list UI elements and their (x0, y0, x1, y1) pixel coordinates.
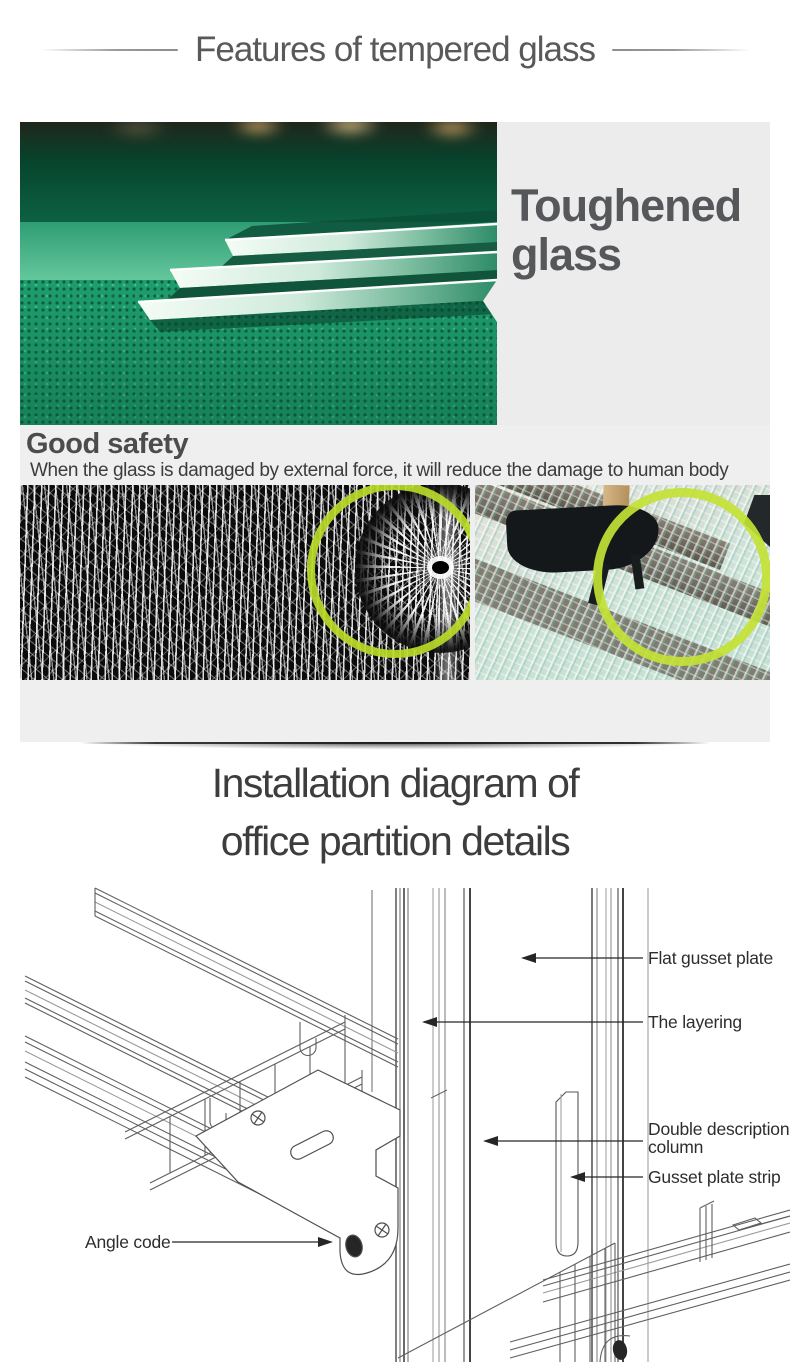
label-the-layering: The layering (648, 1012, 742, 1032)
toughened-glass-photo (20, 122, 497, 425)
label-gusset-plate-strip: Gusset plate strip (648, 1167, 781, 1187)
good-safety-section (20, 425, 770, 485)
good-safety-heading: Good safety (26, 428, 189, 460)
glass-sheets-illustration (20, 122, 497, 425)
label-double-description-line2: column (648, 1137, 704, 1157)
toughened-glass-panel (497, 122, 770, 425)
highlight-circle-right (593, 488, 770, 666)
label-angle-code: Angle code (85, 1232, 171, 1252)
panel-heading-line1: Toughened (511, 180, 742, 231)
highlight-circle-left (307, 485, 470, 658)
installation-title (0, 754, 790, 870)
installation-title-line2: office partition details (220, 818, 570, 864)
shattered-glass-photo-left (20, 485, 470, 680)
panel-heading-line2: glass (511, 228, 622, 280)
label-double-description-line1: Double description (648, 1119, 790, 1139)
installation-title-line1: Installation diagram of (211, 760, 579, 806)
partition-installation-diagram (0, 880, 790, 1362)
label-flat-gusset-plate: Flat gusset plate (648, 948, 774, 968)
title-rule-left (40, 49, 178, 51)
section-header (0, 24, 790, 76)
section-divider-shadow (20, 742, 770, 752)
good-safety-description: When the glass is damaged by external force, it will reduce the damage to human body (30, 460, 729, 481)
panel-heading (511, 182, 741, 279)
panel-pointer-notch (483, 280, 497, 322)
shattered-glass-row (20, 485, 770, 680)
tempered-glass-feature-block (20, 122, 770, 742)
shattered-glass-photo-right (475, 485, 770, 680)
title-rule-right (612, 49, 750, 51)
page-title: Features of tempered glass (194, 30, 596, 69)
